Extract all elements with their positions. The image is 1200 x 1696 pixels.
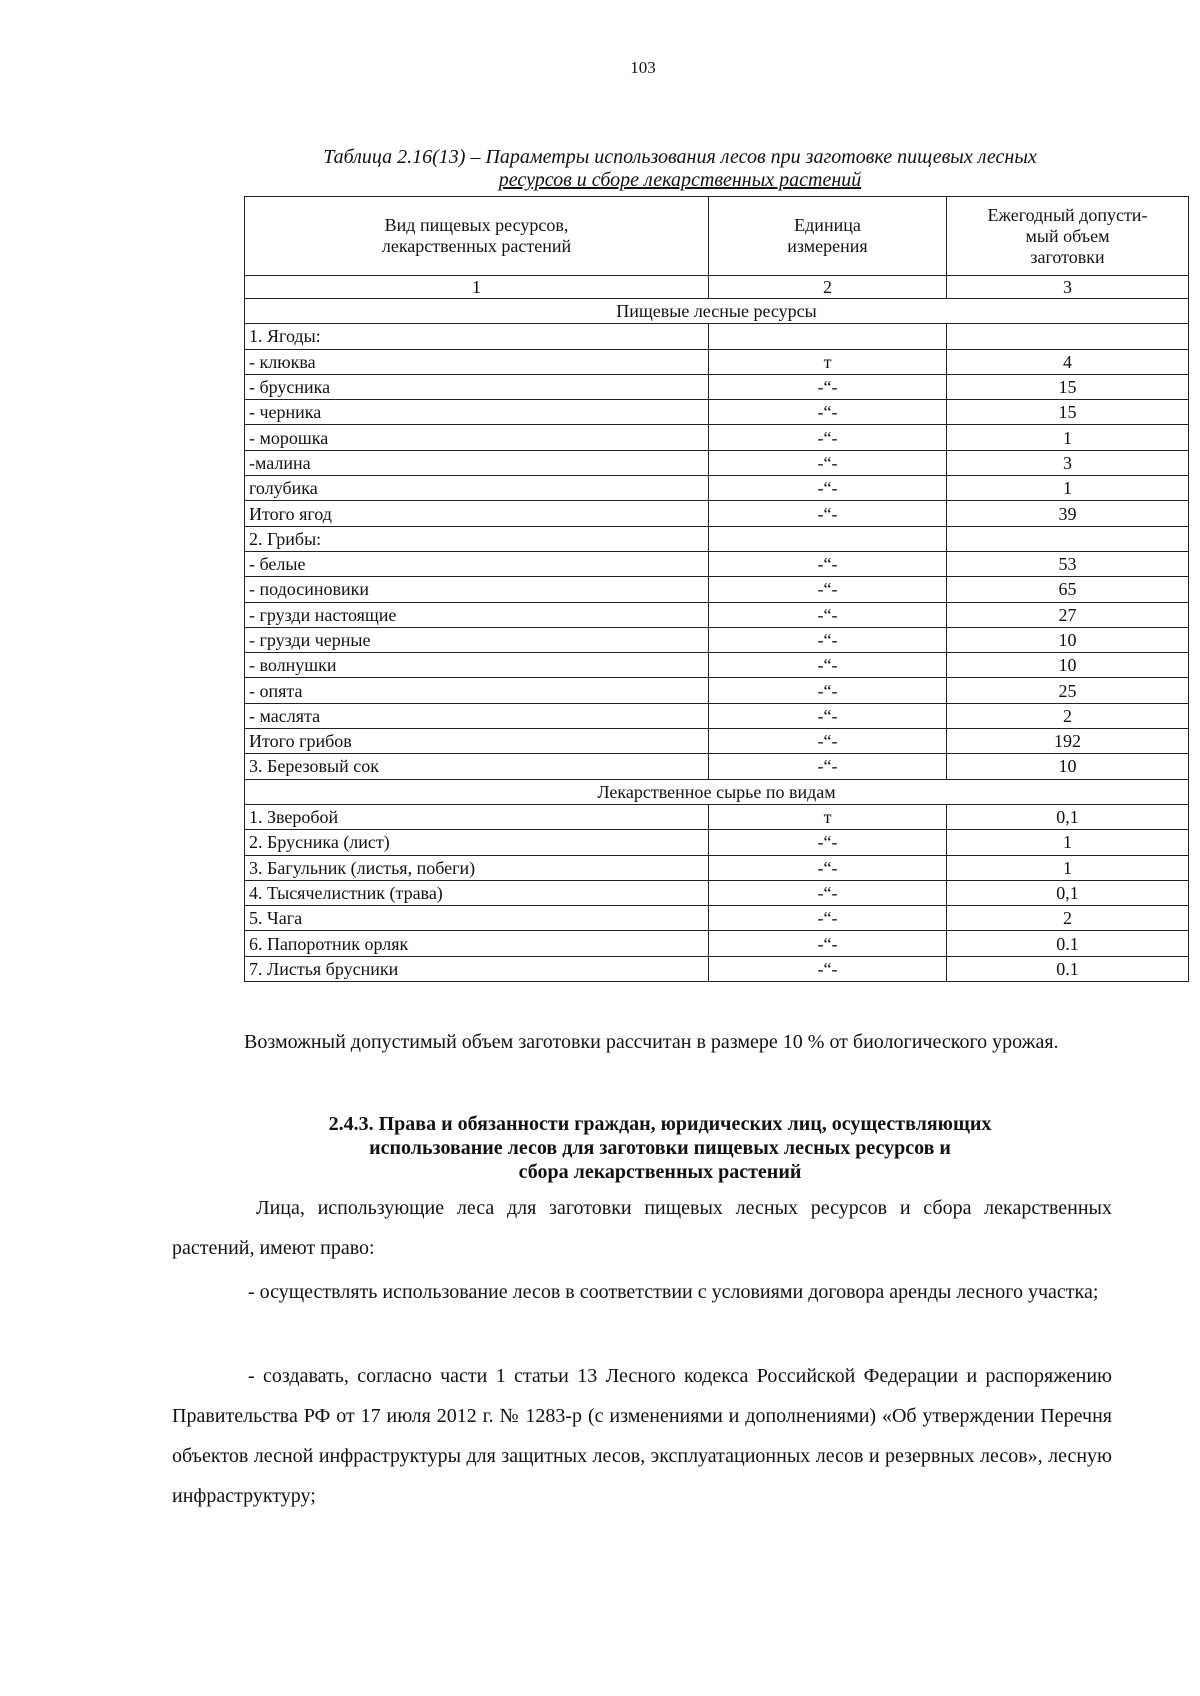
cell-unit: -“- (709, 931, 947, 956)
cell-resource-name: Итого ягод (245, 501, 709, 526)
cell-unit: -“- (709, 754, 947, 779)
cell-volume: 192 (947, 729, 1189, 754)
table-row (245, 577, 1189, 602)
cell-volume: 0.1 (947, 931, 1189, 956)
cell-resource-name: - маслята (245, 703, 709, 728)
cell-unit: -“- (709, 830, 947, 855)
forest-resources-table (244, 196, 1189, 982)
table-row (245, 754, 1189, 779)
heading-line-1: 2.4.3. Права и обязанности граждан, юридических лиц, осуществляющих (328, 1113, 992, 1135)
table-row (245, 374, 1189, 399)
table-header-row (245, 197, 1189, 276)
cell-unit: -“- (709, 374, 947, 399)
cell-volume: 0,1 (947, 804, 1189, 829)
cell-unit: т (709, 349, 947, 374)
table-row (245, 729, 1189, 754)
cell-unit: -“- (709, 627, 947, 652)
table-body (245, 276, 1189, 982)
heading-line-3: сбора лекарственных растений (518, 1161, 802, 1183)
cell-resource-name: 5. Чага (245, 906, 709, 931)
cell-volume: 10 (947, 754, 1189, 779)
paragraph-harvest-volume: Возможный допустимый объем заготовки рассчитан в размере 10 % от биологического урожая. (244, 1031, 1059, 1053)
paragraph-right-2: - создавать, согласно части 1 статьи 13 Лесного кодекса Российской Федерации и распоряжению Правительства РФ от 17 июля 2012 г. № 1283-р (с изменениями и дополнениями) «Об утверждении Перечня объектов лесной инфраструктуры для защитных лесов, эксплуатационных лесов и резервных лесов», лесную инфраструктуру; (172, 1365, 1112, 1507)
cell-resource-name: 4. Тысячелистник (трава) (245, 880, 709, 905)
column-number: 2 (709, 276, 947, 299)
table-row (245, 450, 1189, 475)
cell-unit: -“- (709, 855, 947, 880)
cell-volume: 10 (947, 627, 1189, 652)
cell-resource-name: Итого грибов (245, 729, 709, 754)
paragraph-rights-intro: Лица, использующие леса для заготовки пищевых лесных ресурсов и сбора лекарственных растений, имеют право: (172, 1197, 1112, 1259)
cell-unit: т (709, 804, 947, 829)
cell-resource-name: - клюква (245, 349, 709, 374)
page-number: 103 (630, 58, 656, 77)
section-title-medicinal: Лекарственное сырье по видам (245, 779, 1189, 804)
column-number-row (245, 276, 1189, 299)
cell-unit: -“- (709, 551, 947, 576)
table-row (245, 956, 1189, 981)
table-row (245, 551, 1189, 576)
cell-unit: -“- (709, 880, 947, 905)
cell-unit: -“- (709, 906, 947, 931)
cell-resource-name: -малина (245, 450, 709, 475)
cell-volume: 0.1 (947, 956, 1189, 981)
cell-unit: -“- (709, 703, 947, 728)
cell-unit: -“- (709, 450, 947, 475)
header-annual-volume: Ежегодный допусти- мый объем заготовки (947, 197, 1189, 276)
table-row (245, 855, 1189, 880)
cell-unit: -“- (709, 476, 947, 501)
cell-resource-name: - брусника (245, 374, 709, 399)
cell-resource-name: 3. Березовый сок (245, 754, 709, 779)
cell-unit: -“- (709, 425, 947, 450)
cell-unit: -“- (709, 577, 947, 602)
header-unit: Единица измерения (709, 197, 947, 276)
cell-resource-name: - морошка (245, 425, 709, 450)
table-row (245, 501, 1189, 526)
cell-resource-name: - волнушки (245, 653, 709, 678)
cell-volume: 0,1 (947, 880, 1189, 905)
cell-volume: 25 (947, 678, 1189, 703)
cell-unit: -“- (709, 653, 947, 678)
section-row-food (245, 299, 1189, 324)
table-row (245, 880, 1189, 905)
table-row (245, 349, 1189, 374)
table-row (245, 906, 1189, 931)
cell-resource-name: - черника (245, 400, 709, 425)
cell-unit: -“- (709, 400, 947, 425)
section-row-medicinal (245, 779, 1189, 804)
table-row (245, 931, 1189, 956)
cell-volume: 1 (947, 425, 1189, 450)
cell-unit (709, 526, 947, 551)
cell-resource-name: 1. Зверобой (245, 804, 709, 829)
cell-volume: 1 (947, 830, 1189, 855)
cell-volume: 3 (947, 450, 1189, 475)
section-title-food: Пищевые лесные ресурсы (245, 299, 1189, 324)
cell-volume (947, 324, 1189, 349)
table-row (245, 400, 1189, 425)
cell-resource-name: голубика (245, 476, 709, 501)
cell-resource-name: 2. Брусника (лист) (245, 830, 709, 855)
cell-volume: 10 (947, 653, 1189, 678)
cell-resource-name: - белые (245, 551, 709, 576)
table-row (245, 324, 1189, 349)
cell-volume: 4 (947, 349, 1189, 374)
table-row (245, 476, 1189, 501)
cell-unit: -“- (709, 501, 947, 526)
cell-volume (947, 526, 1189, 551)
table-row (245, 678, 1189, 703)
cell-resource-name: 7. Листья брусники (245, 956, 709, 981)
cell-volume: 53 (947, 551, 1189, 576)
table-row (245, 627, 1189, 652)
section-heading-2-4-3 (210, 1112, 1110, 1184)
cell-resource-name: - опята (245, 678, 709, 703)
cell-resource-name: 2. Грибы: (245, 526, 709, 551)
table-row (245, 526, 1189, 551)
column-number: 3 (947, 276, 1189, 299)
column-number: 1 (245, 276, 709, 299)
table-row (245, 425, 1189, 450)
cell-resource-name: - грузди черные (245, 627, 709, 652)
table-row (245, 830, 1189, 855)
cell-resource-name: 6. Папоротник орляк (245, 931, 709, 956)
cell-volume: 15 (947, 374, 1189, 399)
cell-unit (709, 324, 947, 349)
cell-unit: -“- (709, 729, 947, 754)
table-row (245, 703, 1189, 728)
cell-volume: 27 (947, 602, 1189, 627)
table-caption-line-1: Таблица 2.16(13) – Параметры использования лесов при заготовке пищевых лесных (323, 146, 1037, 168)
cell-volume: 39 (947, 501, 1189, 526)
cell-volume: 2 (947, 703, 1189, 728)
table-row (245, 804, 1189, 829)
cell-unit: -“- (709, 602, 947, 627)
cell-volume: 65 (947, 577, 1189, 602)
table-row (245, 653, 1189, 678)
cell-resource-name: 1. Ягоды: (245, 324, 709, 349)
cell-volume: 1 (947, 476, 1189, 501)
cell-volume: 15 (947, 400, 1189, 425)
table-caption-line-2: ресурсов и сборе лекарственных растений (498, 169, 862, 191)
header-resource-type: Вид пищевых ресурсов, лекарственных растений (245, 197, 709, 276)
cell-volume: 1 (947, 855, 1189, 880)
heading-line-2: использование лесов для заготовки пищевых лесных ресурсов и (369, 1137, 951, 1159)
cell-volume: 2 (947, 906, 1189, 931)
table-row (245, 602, 1189, 627)
cell-unit: -“- (709, 956, 947, 981)
cell-resource-name: 3. Багульник (листья, побеги) (245, 855, 709, 880)
cell-resource-name: - подосиновики (245, 577, 709, 602)
cell-unit: -“- (709, 678, 947, 703)
cell-resource-name: - грузди настоящие (245, 602, 709, 627)
table-caption (240, 146, 1120, 192)
paragraph-right-1: - осуществлять использование лесов в соответствии с условиями договора аренды лесного участка; (248, 1281, 1099, 1303)
